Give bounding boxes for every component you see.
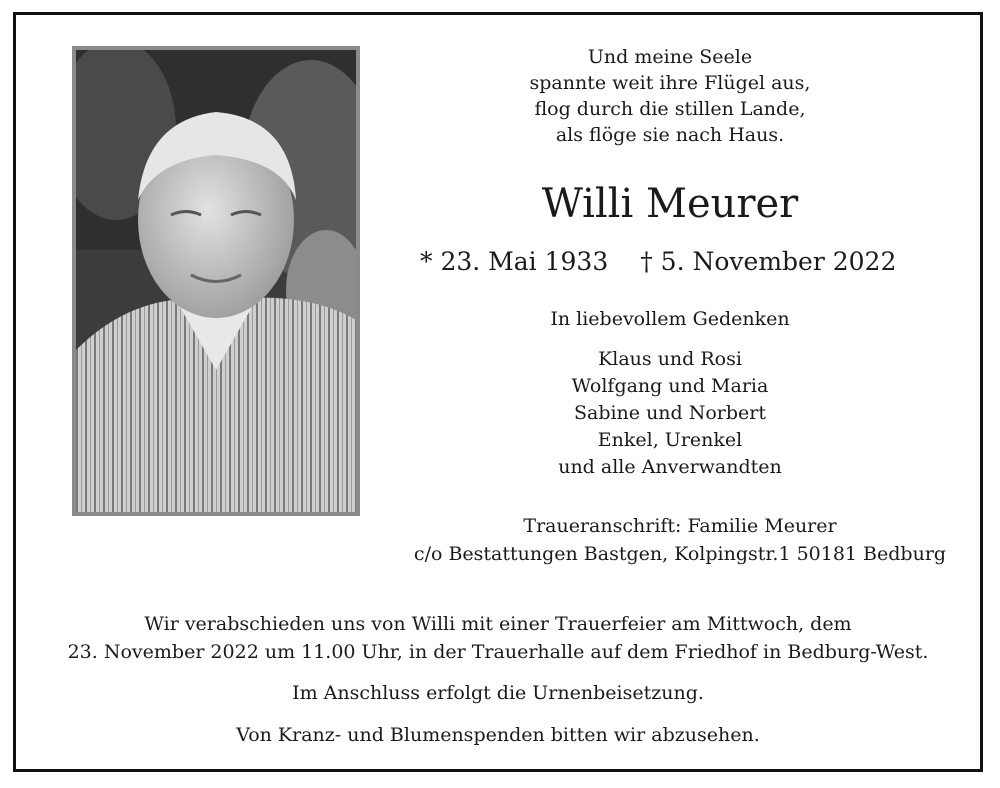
mourner: Wolfgang und Maria — [571, 375, 769, 397]
poem-line: als flöge sie nach Haus. — [555, 124, 785, 146]
mourner: und alle Anverwandten — [558, 456, 782, 478]
life-dates — [420, 246, 897, 278]
portrait-photo — [72, 46, 360, 516]
death-date: † 5. November 2022 — [640, 247, 897, 276]
poem-line: spannte weit ihre Flügel aus, — [529, 72, 811, 94]
service-line: Wir verabschieden uns von Willi mit einer Trauerfeier am Mittwoch, dem — [144, 613, 852, 635]
portrait-image — [76, 50, 356, 512]
poem-line: flog durch die stillen Lande, — [534, 98, 806, 120]
deceased-name: Willi Meurer — [541, 181, 799, 227]
address-line: Traueranschrift: Familie Meurer — [523, 515, 837, 537]
mourner: Klaus und Rosi — [598, 348, 742, 370]
urn-burial-note: Im Anschluss erfolgt die Urnenbeisetzung. — [292, 682, 704, 704]
mourning-address — [380, 512, 980, 568]
address-line: c/o Bestattungen Bastgen, Kolpingstr.1 50181 Bedburg — [413, 543, 947, 565]
funeral-service-info — [40, 610, 956, 666]
mourner: Sabine und Norbert — [573, 402, 767, 424]
memory-line: In liebevollem Gedenken — [550, 308, 790, 330]
mourner: Enkel, Urenkel — [597, 429, 743, 451]
poem-line: Und meine Seele — [587, 46, 753, 68]
flowers-note: Von Kranz- und Blumenspenden bitten wir abzusehen. — [236, 724, 760, 746]
birth-date: * 23. Mai 1933 — [420, 247, 609, 276]
service-line: 23. November 2022 um 11.00 Uhr, in der Trauerhalle auf dem Friedhof in Bedburg-West. — [67, 641, 929, 663]
mourners-list — [440, 346, 900, 481]
poem — [440, 44, 900, 148]
